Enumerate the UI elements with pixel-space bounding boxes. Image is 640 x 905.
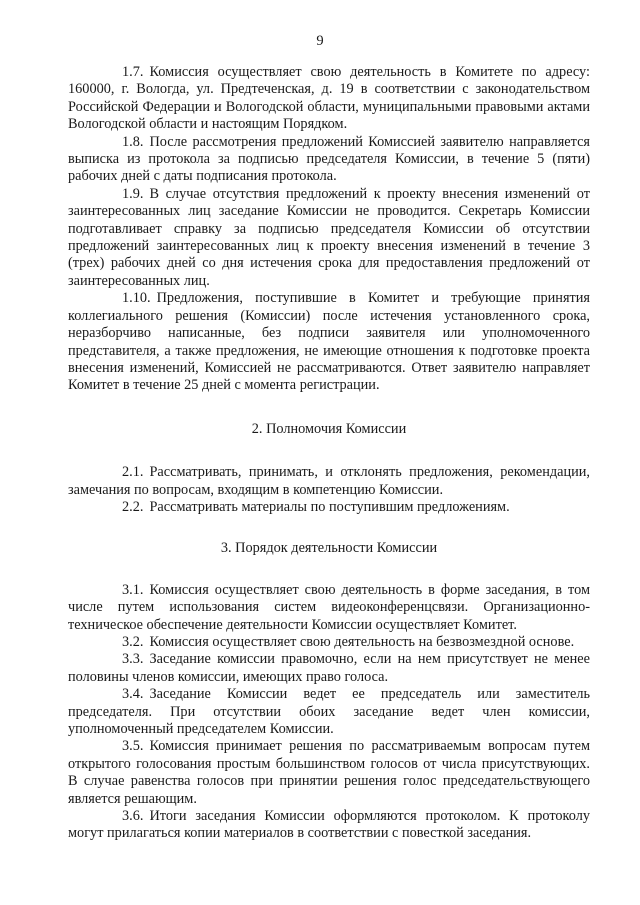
paragraph-number: 3.5.: [122, 738, 144, 755]
section-2-paragraphs: [68, 464, 590, 516]
paragraph-text: Комиссия осуществляет свою деятельность в Комитете по адресу: 160000, г. Вологда, ул. Предтеченская, д. 19 в соответствии с законодательством Российской Федерации и Вологодской области, муниципальными правовыми актами Вологодской области и настоящим Порядком.: [68, 64, 590, 133]
paragraph-number: 1.10.: [122, 290, 151, 307]
paragraph-number: 3.2.: [122, 633, 144, 650]
paragraph-number: 1.8.: [122, 133, 144, 150]
section-3-paragraphs: [68, 582, 590, 843]
paragraph-3-3: [68, 651, 590, 686]
paragraph-text: Итоги заседания Комиссии оформляются протоколом. К протоколу могут прилагаться копии материалов в соответствии с повесткой заседания.: [68, 808, 590, 842]
paragraph-2-2: [68, 499, 590, 516]
paragraph-text: В случае отсутствия предложений к проекту внесения изменений от заинтересованных лиц заседание Комиссии не проводится. Секретарь Комиссии подготавливает справку за подписью председателя Комиссии об отсутствии предложений заинтересованных лиц к проекту внесения изменений в течение 3 (трех) рабочих дней со дня истечения срока для предоставления предложений от заинтересованных лиц.: [68, 185, 590, 289]
section-2-heading: 2. Полномочия Комиссии: [251, 420, 407, 437]
paragraph-1-10: [68, 290, 590, 394]
paragraph-text: Рассматривать материалы по поступившим предложениям.: [149, 498, 510, 515]
paragraph-text: Рассматривать, принимать, и отклонять предложения, рекомендации, замечания по вопросам, входящим в компетенцию Комиссии.: [68, 464, 590, 498]
paragraph-number: 3.6.: [122, 808, 144, 825]
paragraph-3-5: [68, 738, 590, 808]
paragraph-number: 2.1.: [122, 464, 144, 481]
paragraph-number: 1.7.: [122, 64, 144, 80]
paragraph-2-1: [68, 464, 590, 499]
paragraph-1-9: [68, 186, 590, 290]
paragraph-text: Предложения, поступившие в Комитет и требующие принятия коллегиального решения (Комиссии) после истечения установленного срока, неразборчиво написанные, без подписи заявителя или уполномоченного представителя, а также предложения, не имеющие отношения к подготовке проекта внесения изменений, Комиссией не рассматриваются. Ответ заявителю направляет Комитет в течение 25 дней с момента регистрации.: [68, 290, 590, 394]
paragraph-text: После рассмотрения предложений Комиссией заявителю направляется выписка из протокола за подписью председателя Комиссии, в течение 5 (пяти) рабочих дней с даты подписания протокола.: [68, 133, 590, 185]
page-number: 9: [316, 33, 324, 49]
paragraph-text: Комиссия принимает решения по рассматриваемым вопросам путем открытого голосования простым большинством голосов от числа присутствующих. В случае равенства голосов при принятии решения голос председательствующего является решающим.: [68, 738, 590, 807]
paragraph-3-1: [68, 582, 590, 634]
paragraph-1-7: [68, 64, 590, 134]
paragraph-number: 3.3.: [122, 651, 144, 668]
paragraph-3-2: [68, 634, 590, 651]
paragraph-text: Заседание комиссии правомочно, если на нем присутствует не менее половины членов комиссии, имеющих право голоса.: [68, 651, 590, 685]
paragraph-number: 3.1.: [122, 581, 144, 598]
paragraph-3-4: [68, 686, 590, 738]
paragraph-text: Комиссия осуществляет свою деятельность в форме заседания, в том числе путем использования систем видеоконференцсвязи. Организационно-техническое обеспечение деятельности Комиссии осуществляет Комитет.: [68, 581, 590, 633]
paragraph-number: 1.9.: [122, 185, 144, 202]
paragraph-text: Заседание Комиссии ведет ее председатель или заместитель председателя. При отсутствии обоих заседание ведет член комиссии, уполномоченный председателем Комиссии.: [68, 686, 590, 737]
document-body: [68, 64, 590, 843]
paragraph-3-6: [68, 808, 590, 843]
paragraph-number: 3.4.: [122, 686, 144, 703]
section-1-paragraphs: [68, 64, 590, 395]
paragraph-text: Комиссия осуществляет свою деятельность на безвозмездной основе.: [149, 633, 575, 650]
paragraph-number: 2.2.: [122, 498, 144, 515]
section-3-heading: 3. Порядок деятельности Комиссии: [220, 540, 438, 557]
paragraph-1-8: [68, 134, 590, 186]
